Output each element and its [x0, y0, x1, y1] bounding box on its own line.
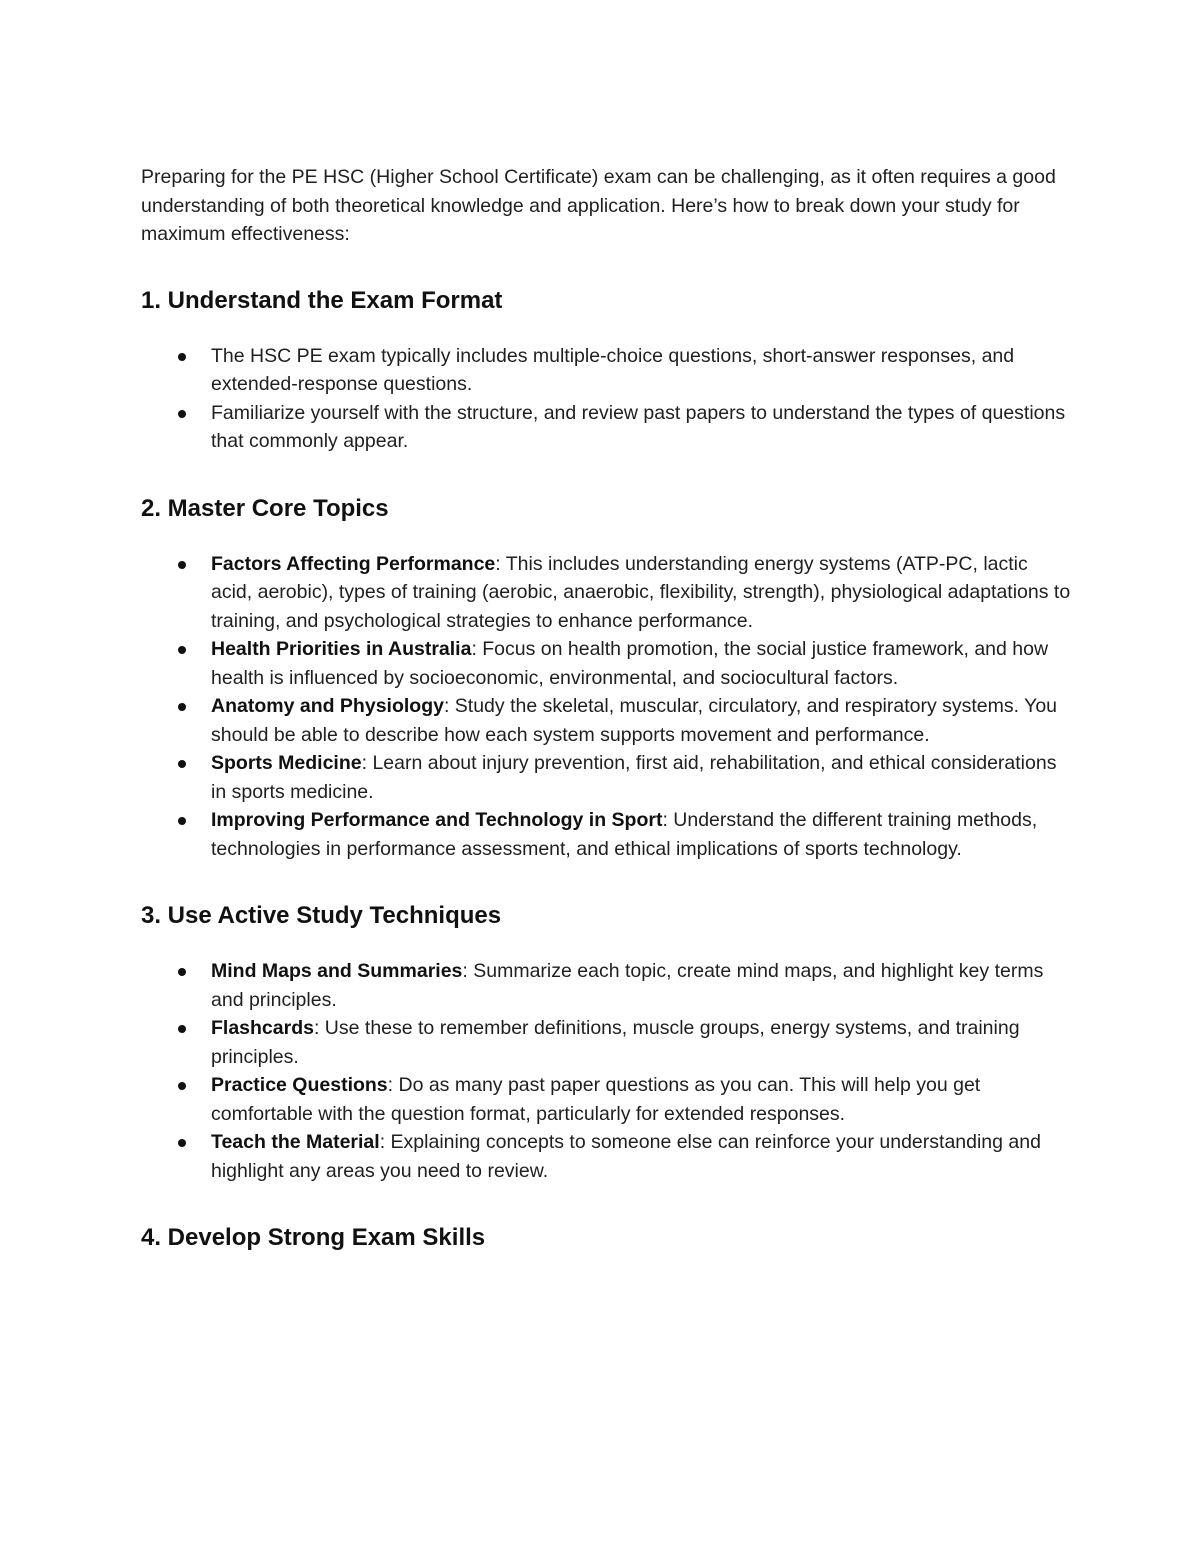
list-item-term: Improving Performance and Technology in Sport	[211, 809, 663, 831]
list-item	[211, 1128, 1071, 1185]
list-item-term: Health Priorities in Australia	[211, 638, 472, 660]
sections-container	[141, 286, 1071, 1254]
list-item-term: Flashcards	[211, 1017, 314, 1039]
list-item	[211, 399, 1071, 456]
list-item-term: Teach the Material	[211, 1131, 380, 1153]
section-heading: 3. Use Active Study Techniques	[141, 902, 502, 929]
bullet-icon	[178, 968, 186, 976]
section-heading: 4. Develop Strong Exam Skills	[141, 1224, 486, 1251]
list-item-text: : Do as many past paper questions as you can. This will help you get comfortable with the question format, particularly for extended responses.	[211, 1074, 981, 1125]
bullet-icon	[178, 1082, 186, 1090]
list-item-term: Sports Medicine	[211, 752, 362, 774]
list-item-text: : Summarize each topic, create mind maps, and highlight key terms and principles.	[211, 960, 1044, 1011]
list-item	[211, 635, 1071, 692]
list-item-text: : Learn about injury prevention, first aid, rehabilitation, and ethical considerations in sports medicine.	[211, 752, 1057, 803]
bullet-icon	[178, 1025, 186, 1033]
bullet-list	[141, 550, 1071, 864]
section-heading: 1. Understand the Exam Format	[141, 286, 503, 314]
list-item	[211, 806, 1071, 863]
list-item-text: : Explaining concepts to someone else can reinforce your understanding and highlight any areas you need to review.	[211, 1131, 1041, 1182]
list-item-text: The HSC PE exam typically includes multiple-choice questions, short-answer responses, and extended-response questions.	[211, 344, 1015, 395]
list-item-term: Practice Questions	[211, 1074, 388, 1096]
list-item-text: : This includes understanding energy systems (ATP-PC, lactic acid, aerobic), types of training (aerobic, anaerobic, flexibility, strength), physiological adaptations to training, and psychological strategies to enhance performance.	[211, 552, 1071, 632]
intro-paragraph: Preparing for the PE HSC (Higher School Certificate) exam can be challenging, as it often requires a good understanding of both theoretical knowledge and application. Here’s how to break down your study for maximum effectiveness:	[141, 166, 1056, 245]
list-item	[211, 749, 1071, 806]
list-item-text: Familiarize yourself with the structure, and review past papers to understand the types of questions that commonly appear.	[211, 401, 1066, 452]
list-item	[211, 692, 1071, 749]
list-item-text: : Understand the different training methods, technologies in performance assessment, and ethical implications of sports technology.	[211, 809, 1038, 860]
bullet-icon	[178, 1139, 186, 1147]
list-item	[211, 342, 1071, 399]
list-item	[211, 1071, 1071, 1128]
section-heading: 2. Master Core Topics	[141, 494, 389, 522]
bullet-list	[141, 957, 1071, 1185]
list-item-term: Mind Maps and Summaries	[211, 960, 463, 982]
bullet-icon	[178, 817, 186, 825]
list-item-text: : Use these to remember definitions, muscle groups, energy systems, and training principles.	[211, 1017, 1020, 1068]
bullet-icon	[178, 353, 186, 361]
list-item	[211, 1014, 1071, 1071]
list-item-term: Factors Affecting Performance	[211, 552, 496, 575]
list-item	[211, 957, 1071, 1014]
bullet-list	[141, 342, 1071, 456]
bullet-icon	[178, 410, 186, 418]
list-item	[211, 550, 1071, 636]
bullet-icon	[178, 760, 186, 768]
list-item-term: Anatomy and Physiology	[211, 695, 444, 717]
document-page	[141, 163, 1071, 1253]
bullet-icon	[178, 703, 186, 711]
list-item-text: : Focus on health promotion, the social justice framework, and how health is influenced by socioeconomic, environmental, and sociocultural factors.	[211, 638, 1049, 689]
bullet-icon	[178, 646, 186, 654]
bullet-icon	[178, 561, 186, 569]
list-item-text: : Study the skeletal, muscular, circulatory, and respiratory systems. You should be able to describe how each system supports movement and performance.	[211, 695, 1058, 746]
